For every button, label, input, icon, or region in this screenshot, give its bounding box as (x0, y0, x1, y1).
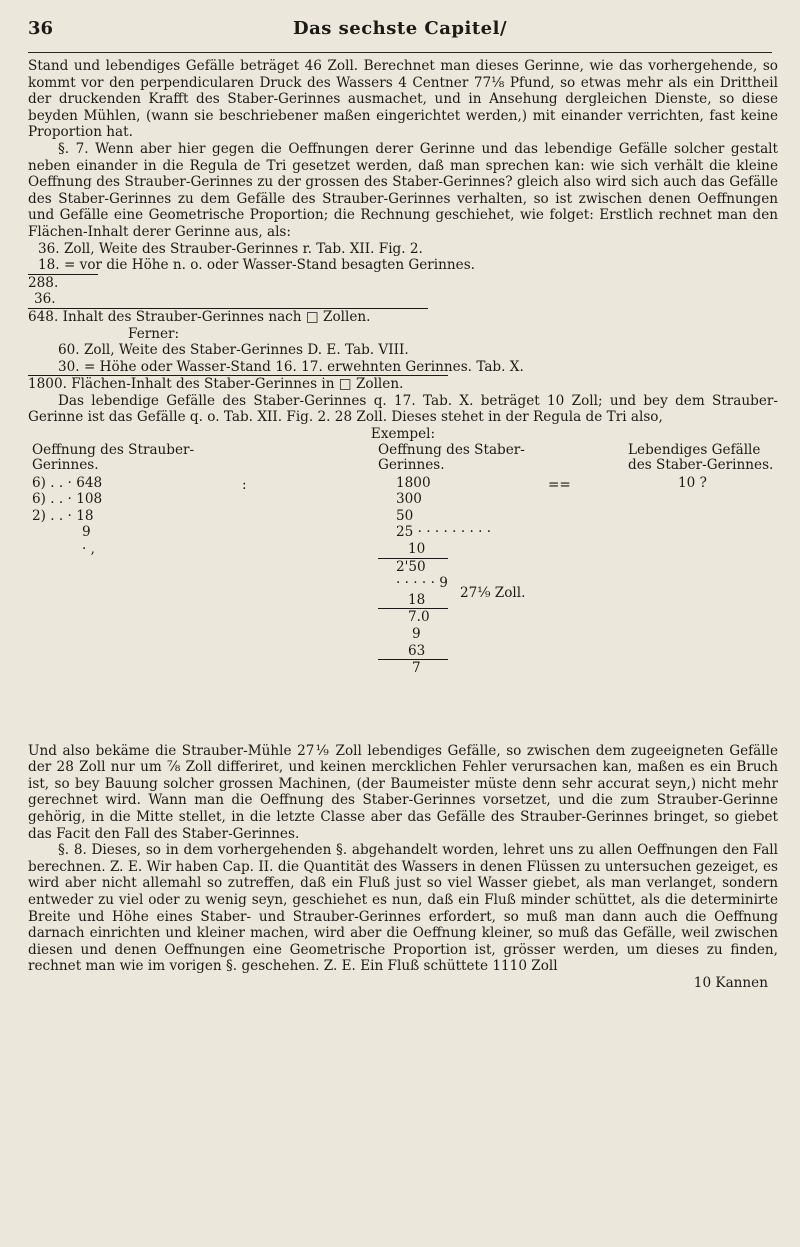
calc-line: Ferner: (128, 325, 180, 342)
table-col-strauber (32, 443, 242, 558)
table-cell: 300 (396, 491, 422, 508)
page-header (28, 18, 772, 44)
table-cell: 10 (378, 541, 448, 559)
table-cell: 6) . . · 648 (32, 474, 103, 491)
example-title: Exempel: (370, 426, 436, 443)
table-cell: 9 (412, 626, 421, 642)
calc-line: 36. (34, 291, 56, 308)
table-cell: 63 (378, 643, 448, 661)
paragraph: Und also bekäme die Strauber-Mühle 27⅑ Zoll lebendiges Gefälle, so zwischen dem zugeeigneten Gefälle der 28 Zoll nur um ⅞ Zoll differiret, und keinen mercklichen Fehler verursachen kan, maßen es ein Bruch ist, so bey Bauung solcher grossen Machinen, (der Baumeister müste denn sehr accurat seyn,) nicht mehr gerechnet wird. Wann man die Oeffnung des Staber-Gerinnes vorsetzet, und die zum Strauber-Gerinne gehörig, in die Mitte stellet, in die letzte Classe aber das Gefälle des Strauber-Gerinnes bringet, so giebet das Facit den Fall des Staber-Gerinnes. (28, 742, 778, 842)
calc-line: 18. = vor die Höhe n. o. oder Wasser-Stand besagten Gerinnes. (38, 257, 475, 274)
table-col-header: Lebendiges Gefälle des Staber-Gerinnes. (628, 441, 774, 473)
catchword: 10 Kannen (693, 974, 768, 991)
table-cell: 2) . . · 18 (32, 507, 94, 524)
table-cell: · , (82, 541, 95, 558)
table-cell: 18 (378, 592, 448, 610)
calc-line: 648. Inhalt des Strauber-Gerinnes nach □ Zollen. (28, 308, 428, 326)
table-cell: 9 (82, 524, 91, 541)
table-col-header: Oeffnung des Strauber-Gerinnes. (32, 441, 195, 473)
running-head: Das sechste Capitel/ (292, 18, 508, 39)
header-rule (28, 52, 772, 53)
regula-de-tri-table (28, 443, 778, 743)
table-cell: 25 · · · · · · · · · (396, 524, 492, 541)
table-col-header: Oeffnung des Staber-Gerinnes. (378, 441, 525, 473)
table-result: 27⅑ Zoll. (460, 584, 526, 601)
calc-line: 60. Zoll, Weite des Staber-Gerinnes D. E. Tab. VIII. (58, 342, 409, 359)
table-cell: 7 (412, 660, 421, 677)
table-cell: 50 (396, 507, 414, 524)
table-separator-equals: == (548, 476, 571, 493)
calc-line: 1800. Flächen-Inhalt des Staber-Gerinnes in □ Zollen. (28, 375, 448, 393)
table-cell: 1800 (396, 474, 431, 491)
calc-line: 30. = Höhe oder Wasser-Stand 16. 17. erwehnten Gerinnes. Tab. X. (58, 358, 524, 375)
table-col-gefaelle (628, 443, 788, 492)
page-body (28, 58, 778, 992)
table-cell: · · · · · 9 (396, 575, 448, 592)
paragraph: §. 8. Dieses, so in dem vorhergehenden §. abgehandelt worden, lehret uns zu allen Oeffnungen den Fall berechnen. Z. E. Wir haben Cap. II. die Quantität des Wassers in denen Flüssen zu untersuchen gezeiget, es wird aber nicht allemahl so zutreffen, daß ein Fluß just so viel Wasser giebet, als man verlanget, sondern entweder zu viel oder zu wenig seyn, geschiehet es nun, daß ein Fluß minder schüttet, als die determinirte Breite und Höhe eines Staber- und Strauber-Gerinnes erfordert, so muß man dann auch die Oeffnung darnach einrichten und kleiner machen, wird aber die Oeffnung kleiner, so muß das Gefälle, weil zwischen diesen und denen Oeffnungen eine Geometrische Proportion ist, grösser werden, um dieses zu finden, rechnet man wie im vorigen §. geschehen. Z. E. Ein Fluß schüttete 1110 Zoll (28, 842, 778, 975)
paragraph: §. 7. Wenn aber hier gegen die Oeffnungen derer Gerinne und das lebendige Gefälle solcher gestalt neben einander in die Regula de Tri gesetzet werden, daß man sprechen kan: wie sich verhält die kleine Oeffnung des Strauber-Gerinnes zu der grossen des Staber-Gerinnes? gleich also wird sich auch das Gefälle des Staber-Gerinnes zu dem Gefälle des Strauber-Gerinnes verhalten, so ist zwischen denen Oeffnungen und Gefälle eine Geometrische Proportion; die Rechnung geschiehet, wie folget: Erstlich rechnet man den Flächen-Inhalt derer Gerinne aus, als: (28, 140, 778, 240)
table-cell: 2'50 (396, 558, 426, 575)
table-cell: 10 ? (678, 474, 707, 491)
table-separator-colon: : (242, 476, 247, 493)
paragraph: Stand und lebendiges Gefälle beträget 46 Zoll. Berechnet man dieses Gerinne, wie das vorhergehende, so kommt vor den perpendicularen Druck des Wassers 4 Centner 77⅛ Pfund, so etwas mehr als ein Drittheil der druckenden Krafft des Staber-Gerinnes ausmachet, und in Ansehung dergleichen Dienste, so diese beyden Mühlen, (wann sie beschriebener maßen eingerichtet werden,) mit einander verrichten, fast keine Proportion hat. (28, 58, 778, 141)
paragraph: Das lebendige Gefälle des Staber-Gerinnes q. 17. Tab. X. beträget 10 Zoll; und bey dem Strauber-Gerinne ist das Gefälle q. o. Tab. XII. Fig. 2. 28 Zoll. Dieses stehet in der Regula de Tri also, (28, 392, 778, 426)
table-cell: 7.0 (408, 609, 430, 626)
page-number: 36 (28, 18, 54, 39)
area-calculation (28, 241, 778, 393)
calc-line: 288. (28, 274, 98, 292)
calc-line: 36. Zoll, Weite des Strauber-Gerinnes r. Tab. XII. Fig. 2. (38, 240, 423, 257)
table-cell: 6) . . · 108 (32, 491, 103, 508)
